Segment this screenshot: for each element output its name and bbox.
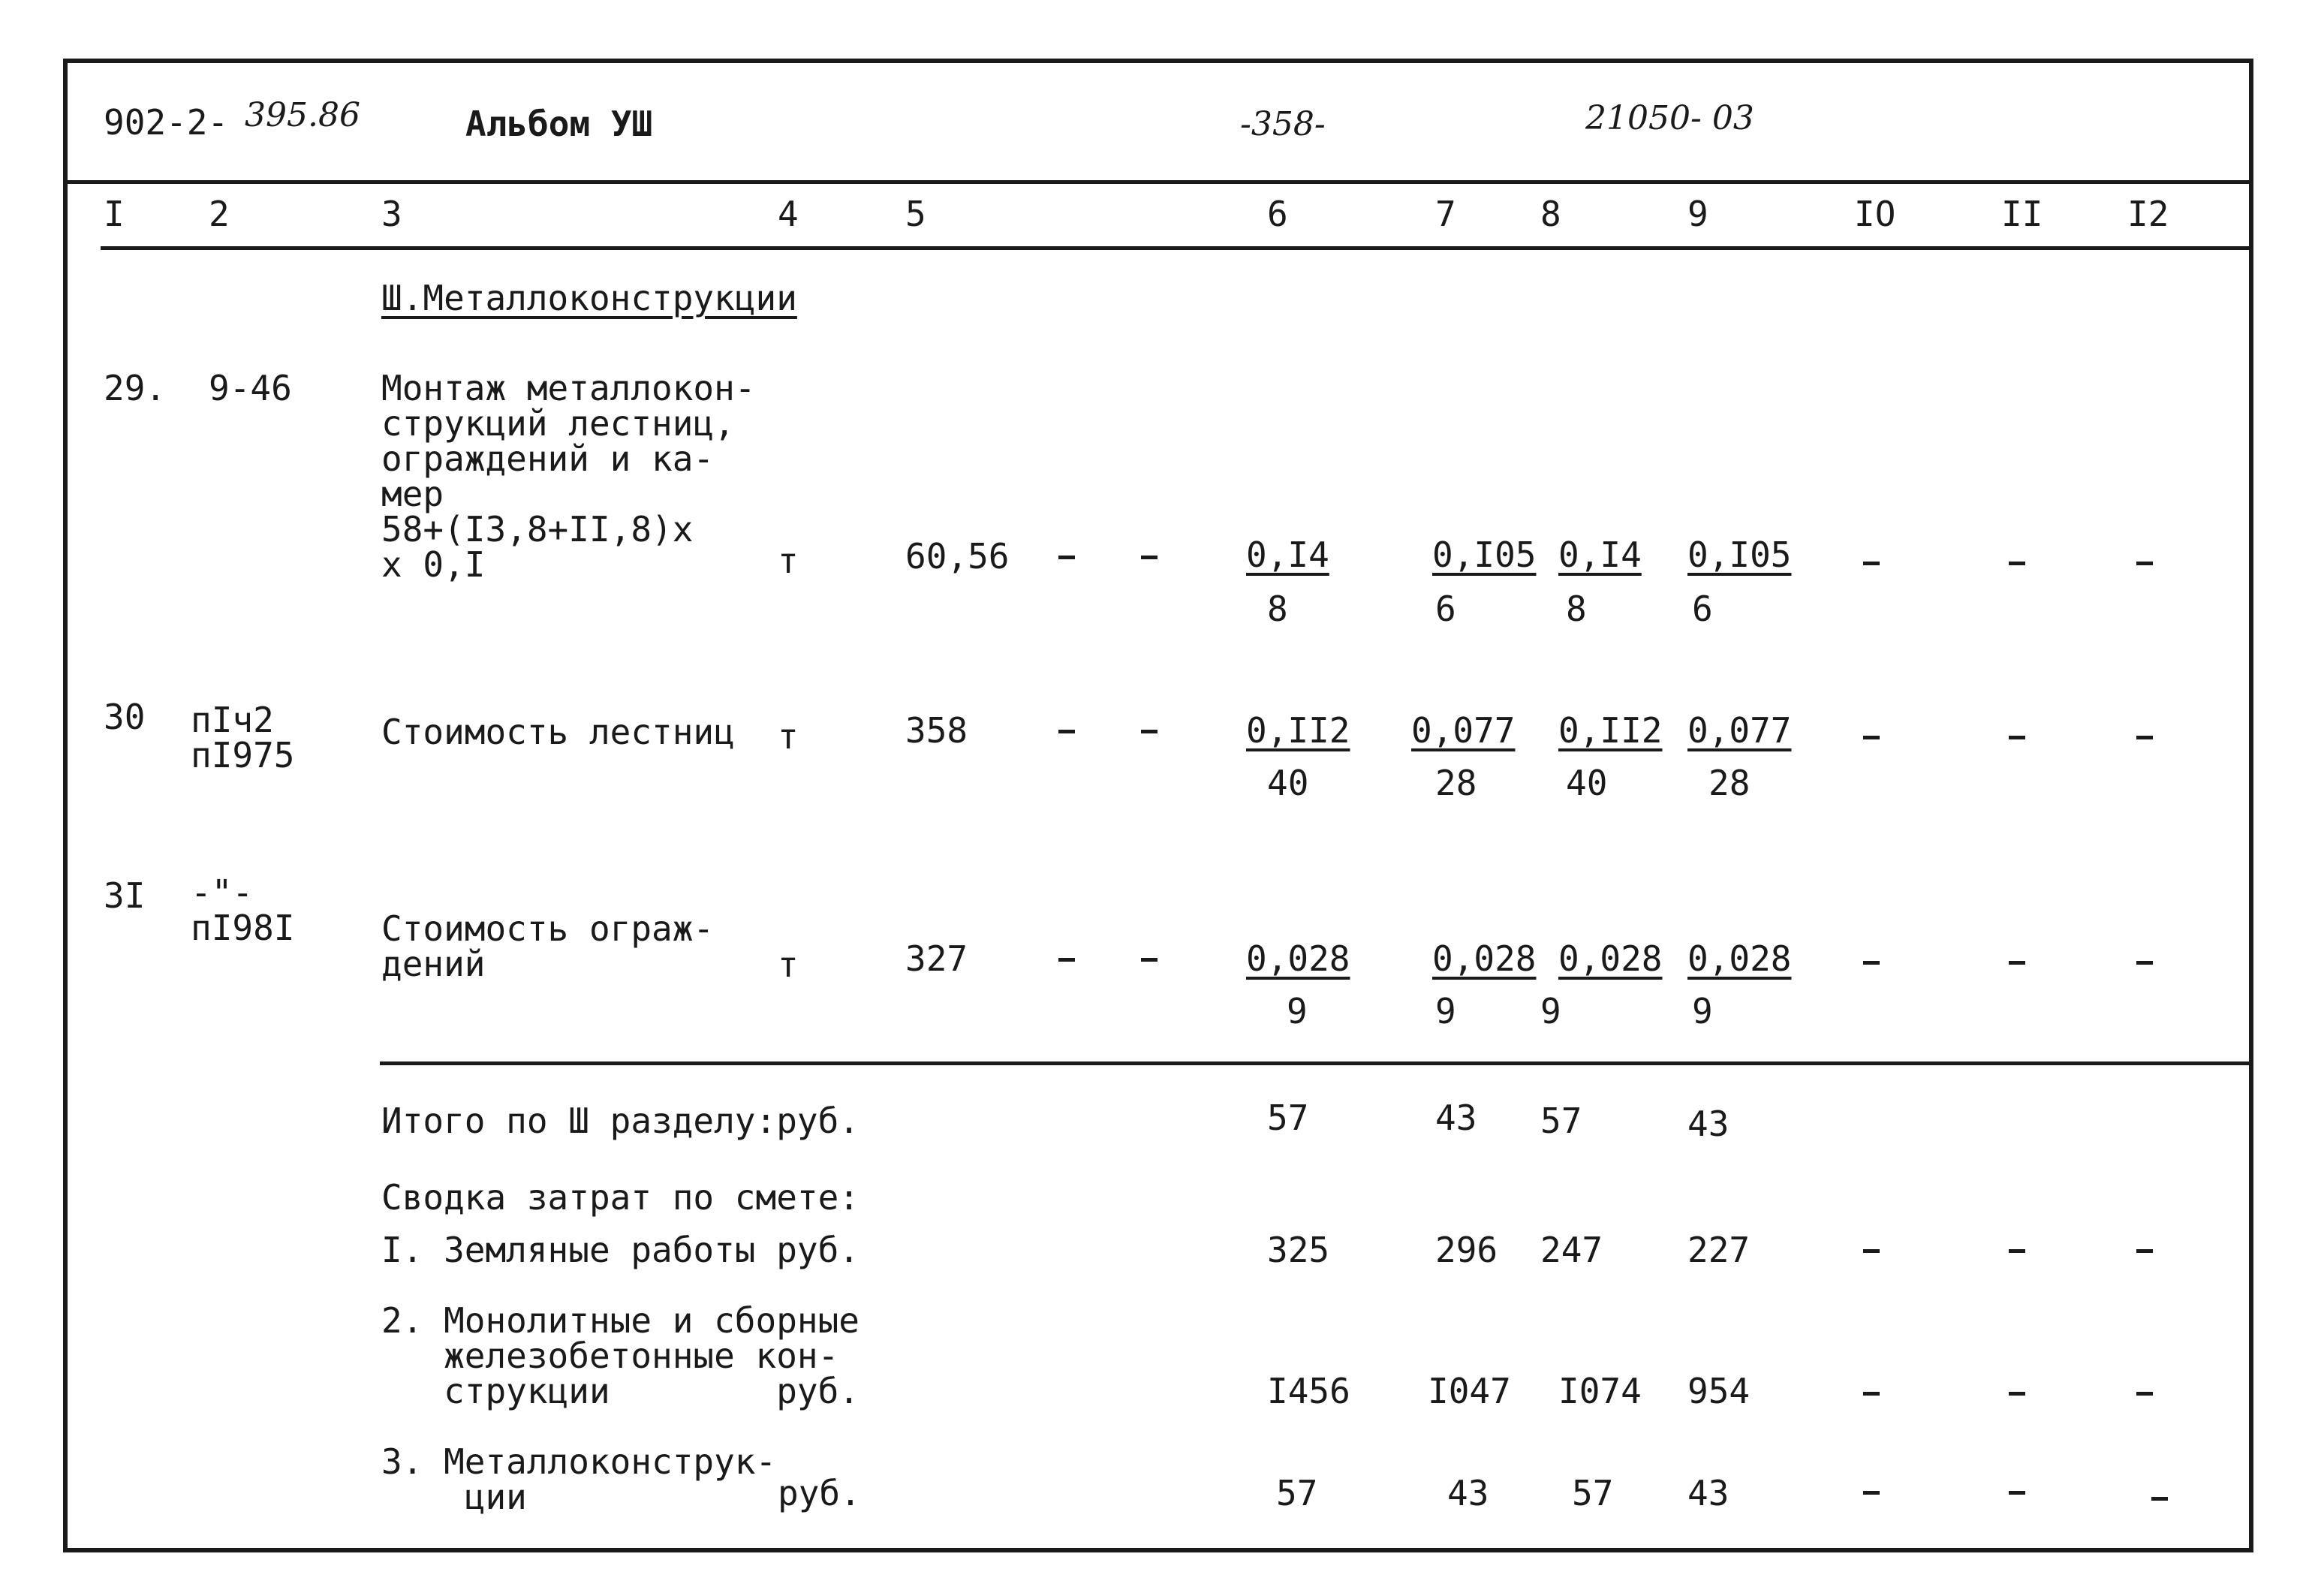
row-30-description: Стоимость лестниц <box>381 712 735 752</box>
summary-item-1-c8: 247 <box>1540 1230 1603 1270</box>
column-header-8: 8 <box>1540 194 1561 234</box>
summary-item-2-label: 2. Монолитные и сборные железобетонные кон- струкции руб. <box>381 1300 859 1411</box>
row-31-c6-bottom: 9 <box>1287 991 1308 1031</box>
row-30-c8-bottom: 40 <box>1566 763 1608 803</box>
summary-item-3-c7: 43 <box>1447 1473 1489 1513</box>
row-29-quantity: 60,56 <box>905 536 1010 577</box>
summary-item-3-dash-12 <box>2151 1497 2168 1501</box>
summary-item-1-dash-10 <box>1863 1249 1880 1253</box>
row-29-c9-top: 0,I05 <box>1687 535 1792 575</box>
summary-item-1-c9: 227 <box>1687 1230 1751 1270</box>
series-handwritten: 395.86 <box>245 96 360 134</box>
row-29-dash-11 <box>2009 562 2025 565</box>
row-31-dash-10 <box>1863 961 1880 965</box>
row-29-description: Монтаж металлокон- струкций лестниц, ограждений и ка- мер 58+(I3,8+II,8)х х 0,I <box>381 368 756 585</box>
row-29-number: 29. <box>104 368 167 408</box>
summary-item-2-c7: I047 <box>1428 1371 1511 1411</box>
row-31-quantity: 327 <box>905 938 968 979</box>
summary-item-2-c8: I074 <box>1558 1371 1642 1411</box>
row-29-c8-bottom: 8 <box>1566 589 1587 629</box>
total-c7: 43 <box>1435 1098 1477 1138</box>
total-c8: 57 <box>1540 1101 1582 1141</box>
row-29-dash-b <box>1141 556 1158 559</box>
summary-item-3-dash-10 <box>1863 1491 1880 1495</box>
summary-item-3-dash-11 <box>2009 1491 2025 1495</box>
column-header-12: I2 <box>2127 194 2169 234</box>
row-29-c6-top: 0,I4 <box>1246 535 1329 575</box>
row-29-c9-bottom: 6 <box>1692 589 1713 629</box>
row-29-code: 9-46 <box>209 368 292 408</box>
row-31-c6-top: 0,028 <box>1246 938 1350 979</box>
summary-item-2-dash-12 <box>2136 1392 2153 1396</box>
row-29-c7-bottom: 6 <box>1435 589 1456 629</box>
header-rule <box>68 180 2253 184</box>
column-header-10: IO <box>1854 194 1896 234</box>
summary-item-2-dash-10 <box>1863 1392 1880 1396</box>
total-label: Итого по Ш разделу:руб. <box>381 1101 859 1141</box>
row-30-c7-bottom: 28 <box>1435 763 1477 803</box>
summary-item-3-label: 3. Металлоконструк- ции <box>381 1441 777 1517</box>
total-c9: 43 <box>1687 1104 1730 1144</box>
column-header-2: 2 <box>209 194 230 234</box>
row-30-dash-a <box>1058 730 1075 733</box>
column-header-6: 6 <box>1267 194 1288 234</box>
album-label: Альбом УШ <box>465 104 653 144</box>
column-header-5: 5 <box>905 194 926 234</box>
summary-title: Сводка затрат по смете: <box>381 1177 859 1218</box>
series-prefix: 902-2- <box>104 102 229 143</box>
summary-item-1-label: I. Земляные работы руб. <box>381 1230 859 1270</box>
row-30-c7-top: 0,077 <box>1411 710 1516 751</box>
row-30-dash-12 <box>2136 736 2153 739</box>
row-30-c6-top: 0,II2 <box>1246 710 1350 751</box>
column-header-1: I <box>104 194 125 234</box>
row-30-c8-top: 0,II2 <box>1558 710 1663 751</box>
summary-item-3-c9: 43 <box>1687 1473 1730 1513</box>
row-30-c9-bottom: 28 <box>1708 763 1751 803</box>
summary-item-1-c6: 325 <box>1267 1230 1330 1270</box>
document-number: 21050- 03 <box>1585 99 1754 137</box>
column-header-7: 7 <box>1435 194 1456 234</box>
row-30-code: пIч2 пI975 <box>191 700 295 775</box>
summary-item-2-c6: I456 <box>1267 1371 1350 1411</box>
summary-item-2-c9: 954 <box>1687 1371 1751 1411</box>
row-30-number: 30 <box>104 697 146 737</box>
row-30-dash-11 <box>2009 736 2025 739</box>
summary-item-2-dash-11 <box>2009 1392 2025 1396</box>
summary-item-3-unit: руб. <box>778 1473 861 1513</box>
total-c6: 57 <box>1267 1098 1309 1138</box>
row-31-dash-12 <box>2136 961 2153 965</box>
row-29-dash-a <box>1058 556 1075 559</box>
row-31-code: -"- пI98I <box>191 872 295 948</box>
summary-item-3-c8: 57 <box>1572 1473 1614 1513</box>
row-31-c9-bottom: 9 <box>1692 991 1713 1031</box>
summary-item-1-dash-11 <box>2009 1249 2025 1253</box>
row-31-number: 3I <box>104 875 146 916</box>
row-30-c6-bottom: 40 <box>1267 763 1309 803</box>
row-29-dash-10 <box>1863 562 1880 565</box>
column-header-rule <box>101 246 2253 250</box>
column-header-4: 4 <box>778 194 799 234</box>
row-31-c8-top: 0,028 <box>1558 938 1663 979</box>
row-31-unit: т <box>778 944 799 985</box>
row-31-dash-b <box>1141 958 1158 962</box>
column-header-9: 9 <box>1687 194 1708 234</box>
row-30-c9-top: 0,077 <box>1687 710 1792 751</box>
row-31-c9-top: 0,028 <box>1687 938 1792 979</box>
row-29-c8-top: 0,I4 <box>1558 535 1642 575</box>
summary-item-1-c7: 296 <box>1435 1230 1498 1270</box>
page-number: -358- <box>1240 105 1326 143</box>
row-31-c7-top: 0,028 <box>1432 938 1537 979</box>
row-31-c8-bottom: 9 <box>1540 991 1561 1031</box>
total-rule <box>380 1061 2253 1065</box>
summary-item-3-c6: 57 <box>1276 1473 1318 1513</box>
column-header-11: II <box>2001 194 2043 234</box>
row-31-c7-bottom: 9 <box>1435 991 1456 1031</box>
section-title: Ш.Металлоконструкции <box>381 278 797 318</box>
row-31-dash-a <box>1058 958 1075 962</box>
summary-item-1-dash-12 <box>2136 1249 2153 1253</box>
row-31-description: Стоимость ограж- дений <box>381 908 715 984</box>
row-29-dash-12 <box>2136 562 2153 565</box>
column-header-3: 3 <box>381 194 402 234</box>
row-31-dash-11 <box>2009 961 2025 965</box>
row-30-quantity: 358 <box>905 710 968 751</box>
row-29-unit: т <box>778 541 799 581</box>
row-29-c6-bottom: 8 <box>1267 589 1288 629</box>
row-30-unit: т <box>778 716 799 757</box>
row-30-dash-10 <box>1863 736 1880 739</box>
row-30-dash-b <box>1141 730 1158 733</box>
row-29-c7-top: 0,I05 <box>1432 535 1537 575</box>
